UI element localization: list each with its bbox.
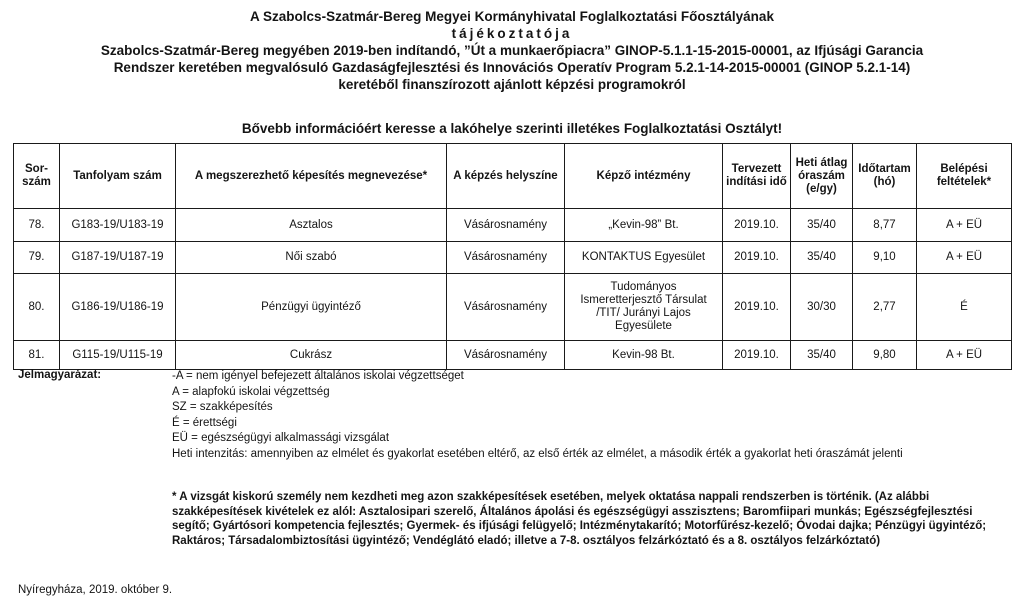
table-cell: 2019.10. bbox=[723, 341, 791, 370]
table-cell: G115-19/U115-19 bbox=[60, 341, 176, 370]
table-cell: 80. bbox=[14, 274, 60, 341]
table-cell: A + EÜ bbox=[917, 341, 1012, 370]
table-cell: 2019.10. bbox=[723, 274, 791, 341]
info-subheading: Bővebb információért keresse a lakóhelye szerinti illetékes Foglalkoztatási Osztályt! bbox=[241, 121, 783, 136]
footnote: * A vizsgát kiskorú személy nem kezdheti meg azon szakképesítések esetében, melyek oktatása nappali rendszerben is történik. (Az alábbi szakképesítések kivételek ez alól: Asztalosipari szerelő, Általános ápolási és egészségügyi asszisztens; Baromfiipari munkás; Egészségfejlesztési segítő; Gyártósori kompetencia fejlesztés; Gyermek- és ifjúsági felügyelő; Intézménytakarító; Motorfűrész-kezelő; Óvodai dajka; Pénzügyi ügyintéző; Raktáros; Társadalombiztosítási ügyintéző; Vendéglátó eladó; illetve a 7-8. osztályos felzárkóztató és a 8. osztályos felzárkóztató) bbox=[172, 491, 987, 547]
table-cell: Vásárosnamény bbox=[447, 209, 565, 242]
table-cell: É bbox=[917, 274, 1012, 341]
table-cell: „Kevin-98” Bt. bbox=[565, 209, 723, 242]
legend-item: SZ = szakképesítés bbox=[172, 401, 273, 413]
table-cell: G186-19/U186-19 bbox=[60, 274, 176, 341]
table-cell: Tudományos Ismeretterjesztő Társulat /TIT/ Jurányi Lajos Egyesülete bbox=[565, 274, 723, 341]
table-cell: 2019.10. bbox=[723, 242, 791, 274]
table-cell: 30/30 bbox=[791, 274, 853, 341]
table-row bbox=[14, 274, 1012, 341]
table-cell: Vásárosnamény bbox=[447, 274, 565, 341]
legend-item: A = alapfokú iskolai végzettség bbox=[172, 385, 330, 398]
table-cell: 8,77 bbox=[853, 209, 917, 242]
table-cell: A + EÜ bbox=[917, 209, 1012, 242]
header-line-4: Rendszer keretében megvalósuló Gazdaságfejlesztési és Innovációs Operatív Program 5.2.1-14-2015-00001 (GINOP 5.2.1-14) bbox=[113, 60, 911, 75]
table-header-row bbox=[14, 144, 1012, 209]
table-cell: G183-19/U183-19 bbox=[60, 209, 176, 242]
table-cell: Kevin-98 Bt. bbox=[565, 341, 723, 370]
header-line-2: tájékoztatója bbox=[451, 26, 573, 41]
header-line-3: Szabolcs-Szatmár-Bereg megyében 2019-ben indítandó, ”Út a munkaerőpiacra” GINOP-5.1.1-15-2015-00001, az Ifjúsági Garancia bbox=[100, 43, 924, 58]
table-cell: 35/40 bbox=[791, 242, 853, 274]
table-cell: Vásárosnamény bbox=[447, 341, 565, 370]
column-header: Sor-szám bbox=[14, 144, 60, 209]
table-cell: 2,77 bbox=[853, 274, 917, 341]
column-header: A megszerezhető képesítés megnevezése* bbox=[176, 144, 447, 209]
table-cell: KONTAKTUS Egyesület bbox=[565, 242, 723, 274]
legend-title: Jelmagyarázat: bbox=[18, 369, 102, 381]
table-cell: 2019.10. bbox=[723, 209, 791, 242]
column-header: Belépési feltételek* bbox=[917, 144, 1012, 209]
table-cell: 9,10 bbox=[853, 242, 917, 274]
header-line-1: A Szabolcs-Szatmár-Bereg Megyei Kormányhivatal Foglalkoztatási Főosztályának bbox=[250, 9, 774, 24]
table-row bbox=[14, 209, 1012, 242]
table-cell: Vásárosnamény bbox=[447, 242, 565, 274]
legend-item: -A = nem igényel befejezett általános iskolai végzettséget bbox=[172, 370, 464, 382]
document-header bbox=[0, 8, 1024, 93]
table-cell: Pénzügyi ügyintéző bbox=[176, 274, 447, 341]
legend-item: É = érettségi bbox=[172, 416, 237, 429]
legend-item: Heti intenzitás: amennyiben az elmélet és gyakorlat esetében eltérő, az első érték az elmélet, a második érték a gyakorlat heti óraszámát jelenti bbox=[172, 447, 903, 460]
table-cell: 78. bbox=[14, 209, 60, 242]
table-row bbox=[14, 242, 1012, 274]
column-header: Tanfolyam szám bbox=[60, 144, 176, 209]
table-cell: Asztalos bbox=[176, 209, 447, 242]
table-cell: A + EÜ bbox=[917, 242, 1012, 274]
table-cell: 81. bbox=[14, 341, 60, 370]
table-cell: 35/40 bbox=[791, 341, 853, 370]
column-header: A képzés helyszíne bbox=[447, 144, 565, 209]
column-header: Időtartam (hó) bbox=[853, 144, 917, 209]
table-cell: 35/40 bbox=[791, 209, 853, 242]
table-cell: 79. bbox=[14, 242, 60, 274]
table-cell: G187-19/U187-19 bbox=[60, 242, 176, 274]
column-header: Heti átlag óraszám (e/gy) bbox=[791, 144, 853, 209]
table-row bbox=[14, 341, 1012, 370]
header-line-5: keretéből finanszírozott ajánlott képzési programokról bbox=[338, 77, 686, 92]
column-header: Képző intézmény bbox=[565, 144, 723, 209]
legend-list bbox=[172, 369, 1002, 461]
courses-table bbox=[13, 143, 1012, 370]
document-date: Nyíregyháza, 2019. október 9. bbox=[18, 584, 173, 596]
column-header: Tervezett indítási idő bbox=[723, 144, 791, 209]
table-cell: 9,80 bbox=[853, 341, 917, 370]
legend-item: EÜ = egészségügyi alkalmassági vizsgálat bbox=[172, 432, 390, 444]
table-cell: Női szabó bbox=[176, 242, 447, 274]
table-cell: Cukrász bbox=[176, 341, 447, 370]
